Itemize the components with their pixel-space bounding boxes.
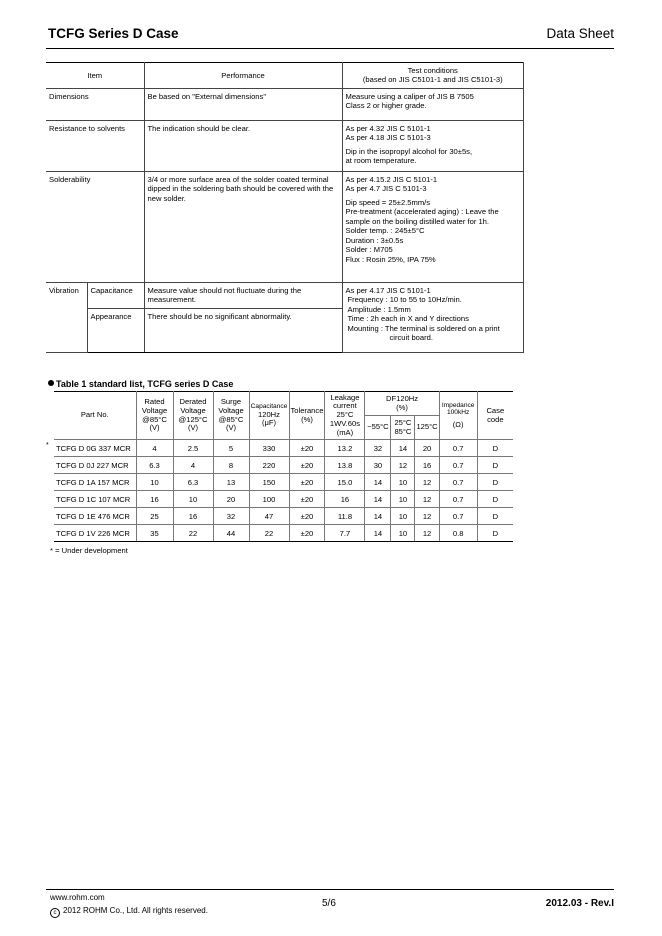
header-line: @125°C (178, 414, 208, 424)
part-number-text: TCFG D 0J 227 MCR (56, 460, 129, 470)
table-cell-surge: 44 (213, 525, 249, 542)
col-df-minus55: −55°C (365, 416, 391, 440)
table-cell-case: D (477, 525, 513, 542)
table-cell-df3: 12 (415, 525, 439, 542)
table-cell-leak: 7.7 (325, 525, 365, 542)
table-row (54, 474, 513, 491)
col-case-code (477, 392, 513, 440)
header-line: @85°C (142, 414, 167, 424)
table-cell-df1: 14 (365, 474, 391, 491)
table-cell-cap: 47 (249, 508, 289, 525)
test-line: Class 2 or higher grade. (345, 101, 427, 111)
table-cell-df1: 14 (365, 508, 391, 525)
copyright-icon: c (50, 908, 60, 918)
header-line: Leakage (330, 392, 360, 402)
test-vibration (342, 282, 524, 352)
row-dimensions (46, 88, 524, 120)
test-line: sample on the boiling distilled water for 1h. (345, 216, 490, 226)
test-line: As per 4.7 JIS C 5101-3 (345, 184, 427, 194)
table-cell-df2: 10 (391, 525, 415, 542)
row-solderability (46, 171, 524, 282)
header-line: 85°C (394, 426, 412, 436)
table-cell-derated: 22 (173, 525, 213, 542)
col-tolerance (289, 392, 325, 440)
table-cell-cap: 220 (249, 457, 289, 474)
part-number-cell (54, 525, 136, 542)
development-mark: * (46, 442, 49, 449)
test-line: Flux : Rosin 25%, IPA 75% (345, 254, 436, 264)
row-solvents (46, 120, 524, 171)
test-line: As per 4.17 JIS C 5101-1 (345, 285, 431, 295)
row-vibration-capacitance (46, 282, 524, 308)
table-cell-rated: 35 (136, 525, 173, 542)
footer-copyright (50, 906, 208, 918)
header-line: (Ω) (452, 419, 464, 429)
table-cell-imp: 0.7 (439, 440, 477, 457)
part-number-text: TCFG D 1C 107 MCR (56, 494, 131, 504)
table-cell-tol: ±20 (289, 440, 325, 457)
header-line: Rated (144, 397, 165, 407)
header-line: 1WV.60s (329, 418, 360, 428)
header-test-line1: Test conditions (407, 66, 458, 75)
test-line: Mounting : The terminal is soldered on a print (347, 323, 500, 333)
table-cell-df3: 12 (415, 491, 439, 508)
table-cell-rated: 6.3 (136, 457, 173, 474)
col-part-no: Part No. (54, 392, 136, 440)
part-number-cell (54, 491, 136, 508)
header-line: current (333, 401, 357, 411)
header-test-line2: (based on JIS C5101-1 and JIS C5101-3) (362, 75, 503, 85)
table-cell-case: D (477, 474, 513, 491)
table-cell-tol: ±20 (289, 508, 325, 525)
col-rated-voltage (136, 392, 173, 440)
header-line: Capacitance (250, 402, 288, 410)
header-line: 25°C (394, 417, 412, 427)
perf-solvents: The indication should be clear. (144, 120, 342, 171)
header-line: 100kHz (446, 409, 470, 417)
table-cell-surge: 8 (213, 457, 249, 474)
header-line: @85°C (218, 414, 244, 424)
test-line: at room temperature. (345, 156, 417, 166)
part-number-text: TCFG D 0G 337 MCR (56, 443, 131, 453)
perf-solderability: 3/4 or more surface area of the solder coated terminal dipped in the soldering bath should be covered with the new solder. (144, 171, 342, 282)
header-performance: Performance (144, 63, 342, 89)
table-cell-case: D (477, 508, 513, 525)
performance-table (46, 62, 524, 353)
standard-list-table (46, 391, 513, 542)
part-number-text: TCFG D 1A 157 MCR (56, 477, 130, 487)
table-cell-df3: 20 (415, 440, 439, 457)
header-test-conditions (342, 63, 524, 89)
header-line: 25°C (336, 410, 354, 420)
table1-header-row (54, 392, 513, 416)
table-cell-df2: 10 (391, 474, 415, 491)
header-line: Surge (220, 397, 242, 407)
table-row (54, 525, 513, 542)
item-vibration-capacitance: Capacitance (87, 282, 144, 308)
item-dimensions: Dimensions (46, 88, 144, 120)
page-number: 5/6 (322, 898, 336, 909)
table-cell-imp: 0.7 (439, 508, 477, 525)
table-cell-df1: 14 (365, 525, 391, 542)
header-line: Voltage (218, 405, 244, 415)
table-cell-imp: 0.7 (439, 474, 477, 491)
table-cell-leak: 13.8 (325, 457, 365, 474)
test-line: Solder : M705 (345, 245, 393, 255)
table-cell-derated: 4 (173, 457, 213, 474)
table-cell-derated: 6.3 (173, 474, 213, 491)
table-cell-case: D (477, 491, 513, 508)
table-row (54, 491, 513, 508)
header-line: Impedance (441, 401, 475, 409)
table-cell-leak: 13.2 (325, 440, 365, 457)
table-cell-surge: 32 (213, 508, 249, 525)
table-row (54, 508, 513, 525)
header-line: (V) (149, 423, 160, 433)
perf-dimensions: Be based on "External dimensions" (144, 88, 342, 120)
header-divider (46, 48, 614, 49)
table-cell-df2: 10 (391, 508, 415, 525)
header-line: DF120Hz (386, 393, 419, 403)
table-cell-rated: 25 (136, 508, 173, 525)
header-line: Voltage (141, 405, 168, 415)
header-line: Voltage (180, 405, 206, 415)
table-cell-imp: 0.7 (439, 457, 477, 474)
header-line: code (487, 414, 504, 424)
perf-vibration-capacitance: Measure value should not fluctuate during the measurement. (144, 282, 342, 308)
test-line: As per 4.32 JIS C 5101-1 (345, 123, 431, 133)
test-line: Duration : 3±0.5s (345, 235, 404, 245)
table-cell-tol: ±20 (289, 474, 325, 491)
header-line: (%) (301, 414, 313, 424)
col-df-125: 125°C (415, 416, 439, 440)
table-cell-case: D (477, 440, 513, 457)
table-cell-imp: 0.8 (439, 525, 477, 542)
table-cell-tol: ±20 (289, 491, 325, 508)
item-solderability: Solderability (46, 171, 144, 282)
table-cell-df1: 30 (365, 457, 391, 474)
test-line: circuit board. (389, 333, 433, 343)
test-solvents (342, 120, 524, 171)
page-title: TCFG Series D Case (48, 26, 179, 41)
header-line: Case (486, 405, 505, 415)
footer-url[interactable]: www.rohm.com (50, 893, 105, 902)
table-cell-df3: 12 (415, 474, 439, 491)
table-cell-cap: 330 (249, 440, 289, 457)
table-cell-derated: 10 (173, 491, 213, 508)
header-line: (%) (396, 402, 408, 412)
item-vibration: Vibration (46, 282, 87, 352)
header-line: (mA) (336, 427, 354, 437)
test-line: Dip in the isopropyl alcohol for 30±5s, (345, 146, 473, 156)
test-line: Dip speed = 25±2.5mm/s (345, 197, 431, 207)
item-vibration-appearance: Appearance (87, 308, 144, 352)
table-cell-df2: 10 (391, 491, 415, 508)
test-line: Solder temp. : 245±5°C (345, 226, 425, 236)
revision-label: 2012.03 - Rev.I (545, 898, 614, 909)
table-cell-df2: 14 (391, 440, 415, 457)
col-df-25-85 (391, 416, 415, 440)
table-cell-imp: 0.7 (439, 491, 477, 508)
test-line: Pre-treatment (accelerated aging) : Leave the (345, 207, 499, 217)
table-cell-cap: 100 (249, 491, 289, 508)
header-item: Item (46, 63, 144, 89)
col-df (365, 392, 439, 416)
table1-title-text: Table 1 standard list, TCFG series D Case (56, 379, 234, 389)
col-derated-voltage (173, 392, 213, 440)
test-line: As per 4.18 JIS C 5101-3 (345, 133, 431, 143)
test-line: As per 4.15.2 JIS C 5101-1 (345, 174, 438, 184)
table-cell-df3: 16 (415, 457, 439, 474)
header-line: Tolerance (290, 405, 324, 415)
table-cell-rated: 4 (136, 440, 173, 457)
table-row (54, 457, 513, 474)
part-number-cell (54, 508, 136, 525)
part-number-cell (54, 457, 136, 474)
header-line: Derated (179, 397, 207, 407)
part-number-text: TCFG D 1E 476 MCR (56, 511, 130, 521)
table-cell-tol: ±20 (289, 457, 325, 474)
table-cell-df2: 12 (391, 457, 415, 474)
table-cell-leak: 16 (325, 491, 365, 508)
table-cell-surge: 13 (213, 474, 249, 491)
table-cell-df3: 12 (415, 508, 439, 525)
doc-type-label: Data Sheet (546, 26, 614, 41)
test-solderability (342, 171, 524, 282)
test-line: Frequency : 10 to 55 to 10Hz/min. (347, 295, 462, 305)
test-line: Amplitude : 1.5mm (347, 304, 411, 314)
table-cell-surge: 5 (213, 440, 249, 457)
header-line: (V) (187, 423, 199, 433)
performance-header-row (46, 63, 524, 89)
col-capacitance (249, 392, 289, 440)
table1-title (48, 379, 233, 389)
part-number-cell (46, 440, 136, 457)
bullet-icon (48, 380, 54, 386)
col-impedance (439, 392, 477, 440)
table-cell-df1: 32 (365, 440, 391, 457)
test-line: Time : 2h each in X and Y directions (347, 314, 469, 324)
header-line: (V) (225, 423, 237, 433)
test-dimensions (342, 88, 524, 120)
footer-copyright-text: 2012 ROHM Co., Ltd. All rights reserved. (63, 906, 208, 915)
header-line: (μF) (261, 418, 277, 428)
table-cell-cap: 150 (249, 474, 289, 491)
footer-divider (46, 889, 614, 890)
test-line: Measure using a caliper of JIS B 7505 (345, 91, 474, 101)
table-cell-rated: 16 (136, 491, 173, 508)
item-solvents: Resistance to solvents (46, 120, 144, 171)
table-cell-cap: 22 (249, 525, 289, 542)
col-leakage-current (325, 392, 365, 440)
table-cell-derated: 16 (173, 508, 213, 525)
table-cell-derated: 2.5 (173, 440, 213, 457)
table-cell-case: D (477, 457, 513, 474)
part-number-text: TCFG D 1V 226 MCR (56, 528, 130, 538)
table-row (54, 440, 513, 457)
table-cell-leak: 15.0 (325, 474, 365, 491)
header-line: 120Hz (258, 409, 280, 419)
table-cell-surge: 20 (213, 491, 249, 508)
footnote: * = Under development (50, 546, 128, 555)
table-cell-rated: 10 (136, 474, 173, 491)
table-cell-df1: 14 (365, 491, 391, 508)
table-cell-tol: ±20 (289, 525, 325, 542)
table-cell-leak: 11.8 (325, 508, 365, 525)
col-surge-voltage (213, 392, 249, 440)
part-number-cell (54, 474, 136, 491)
perf-vibration-appearance: There should be no significant abnormality. (144, 308, 342, 352)
